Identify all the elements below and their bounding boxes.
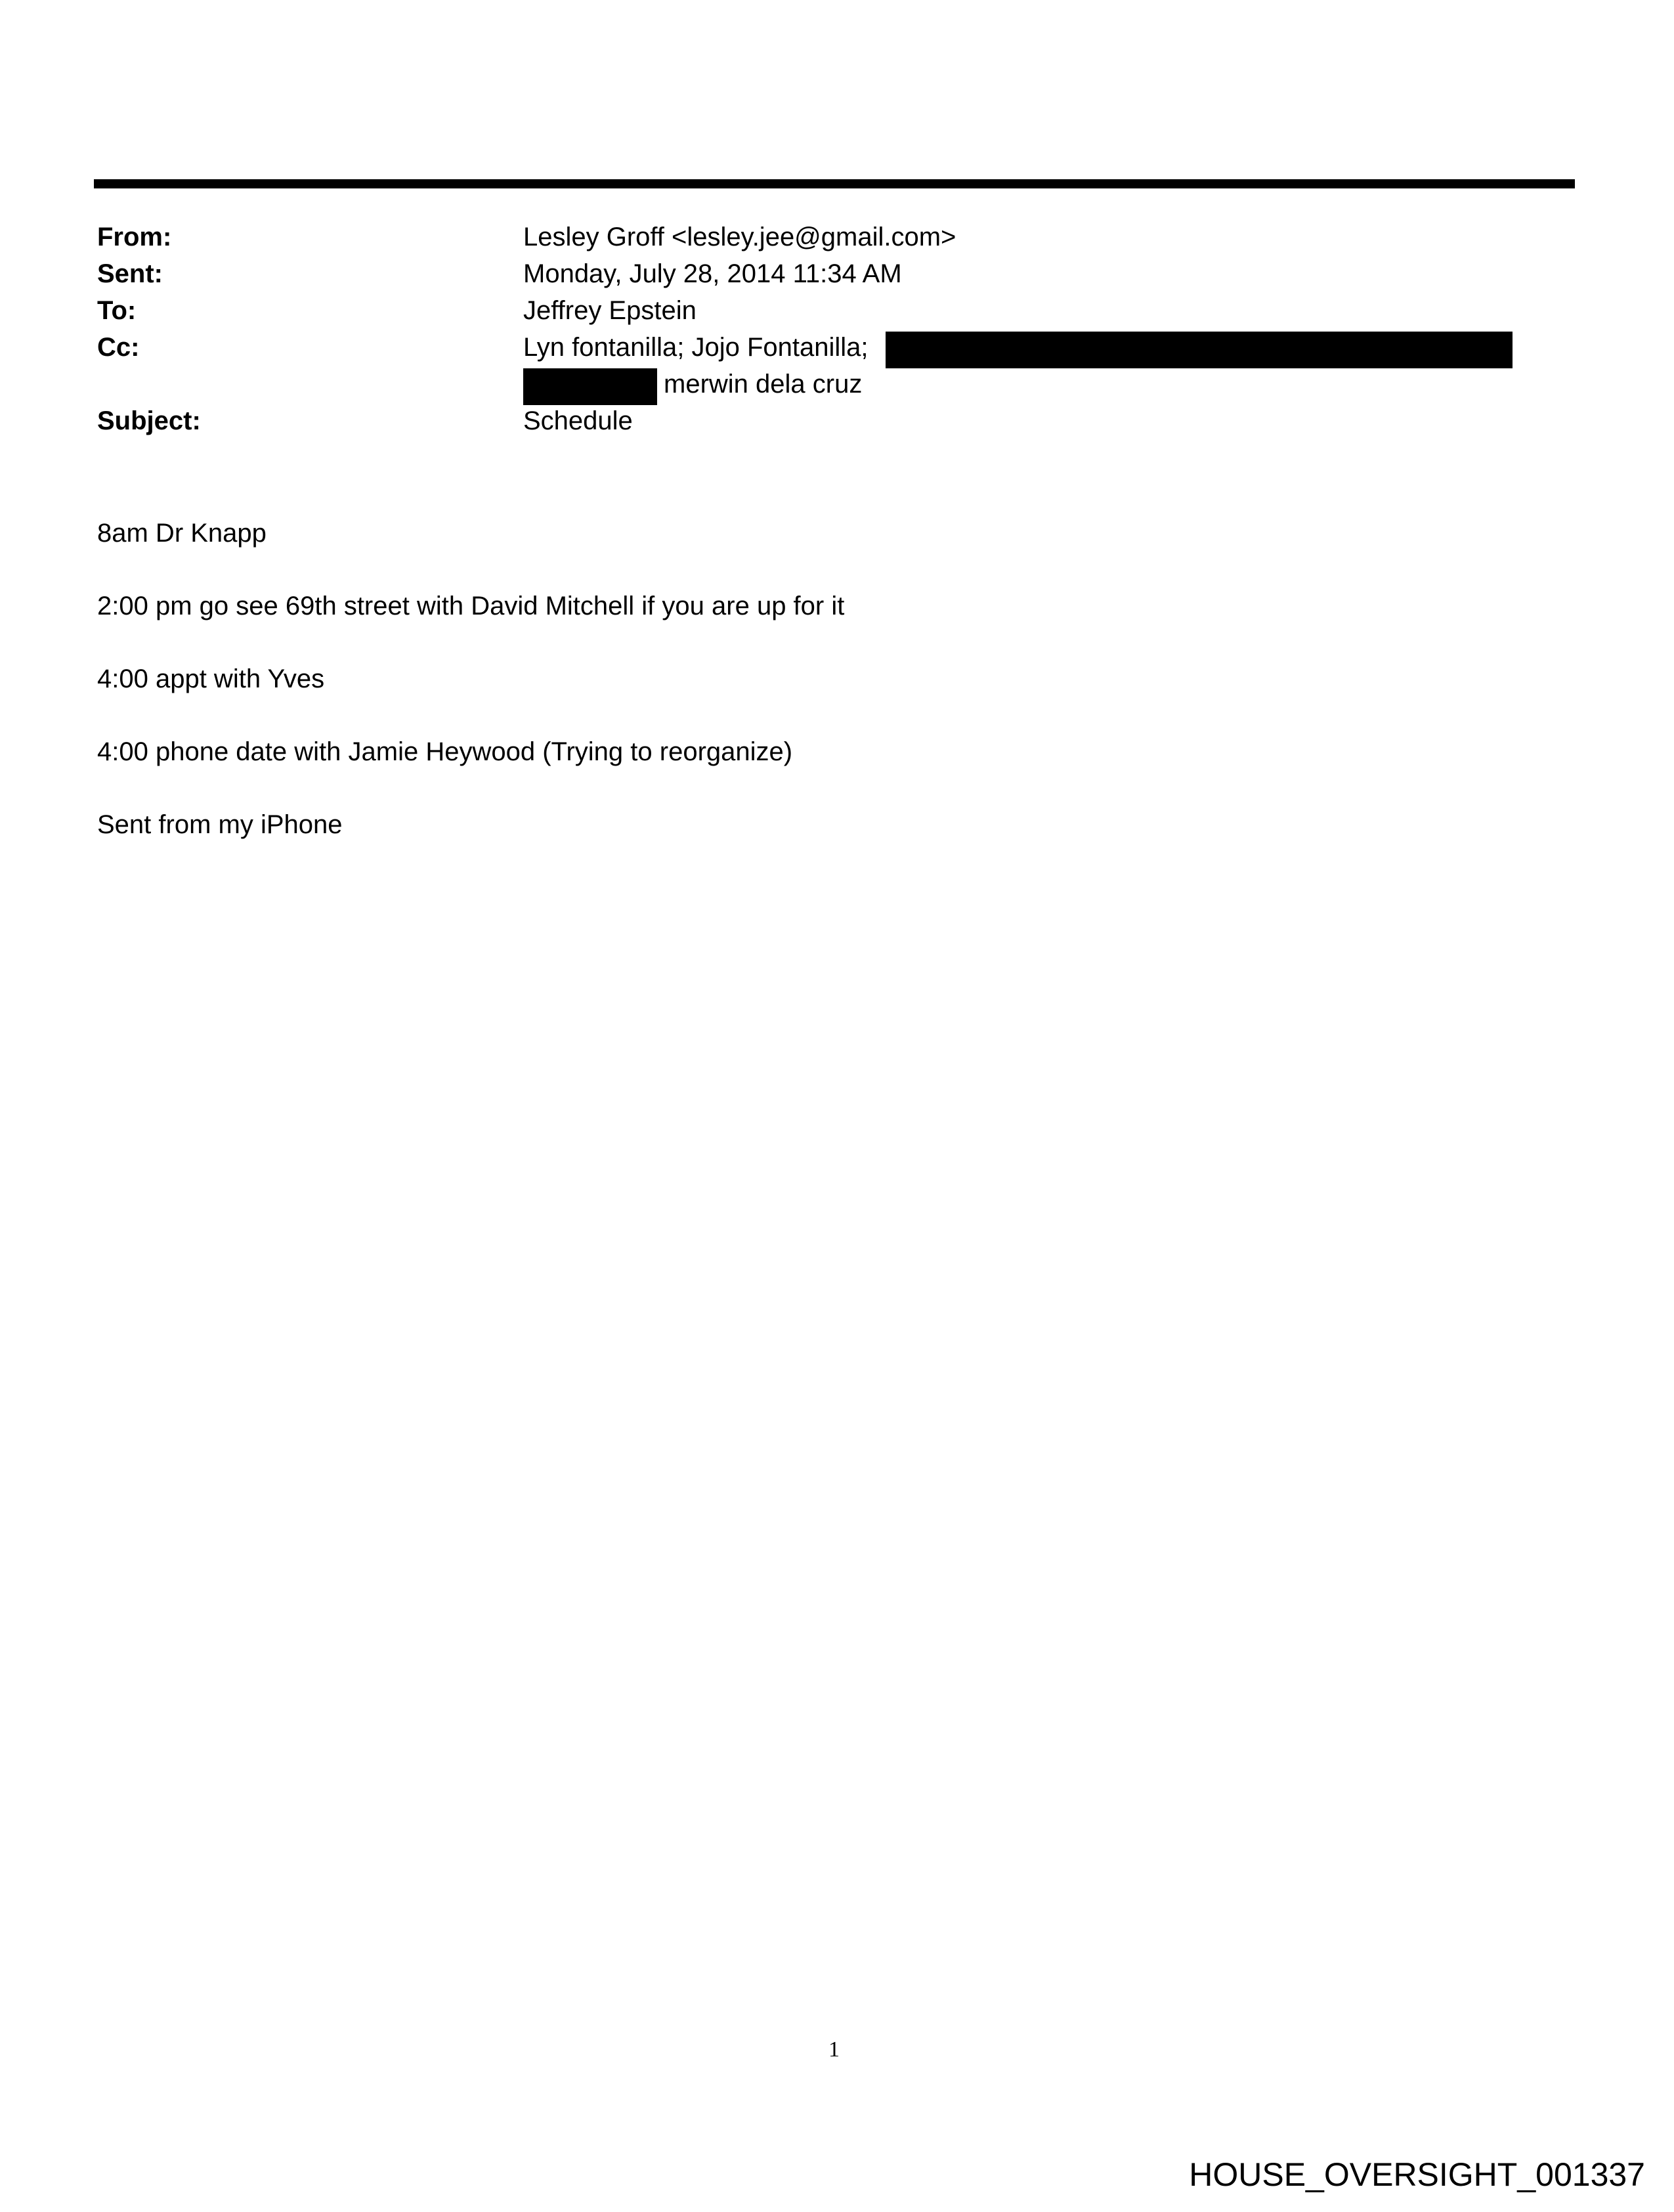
sent-value: Monday, July 28, 2014 11:34 AM — [523, 259, 902, 288]
body-line: 2:00 pm go see 69th street with David Mitchell if you are up for it — [97, 592, 845, 620]
cc-value-line2: merwin dela cruz — [664, 370, 863, 399]
subject-value: Schedule — [523, 406, 633, 435]
body-line: 4:00 appt with Yves — [97, 664, 325, 693]
to-value: Jeffrey Epstein — [523, 296, 697, 325]
header-rule — [94, 179, 1575, 188]
signature-line: Sent from my iPhone — [97, 810, 343, 839]
body-line: 8am Dr Knapp — [97, 519, 267, 548]
cc-label: Cc: — [97, 333, 140, 362]
from-value: Lesley Groff <lesley.jee@gmail.com> — [523, 223, 956, 251]
redaction-box — [523, 368, 657, 405]
body-line: 4:00 phone date with Jamie Heywood (Trying to reorganize) — [97, 737, 793, 766]
subject-label: Subject: — [97, 406, 201, 435]
page-number: 1 — [828, 2037, 840, 2062]
bates-number: HOUSE_OVERSIGHT_001337 — [1189, 2156, 1645, 2193]
sent-label: Sent: — [97, 259, 163, 288]
redaction-box — [886, 332, 1513, 368]
from-label: From: — [97, 223, 172, 251]
to-label: To: — [97, 296, 137, 325]
cc-value-line1: Lyn fontanilla; Jojo Fontanilla; — [523, 333, 869, 362]
